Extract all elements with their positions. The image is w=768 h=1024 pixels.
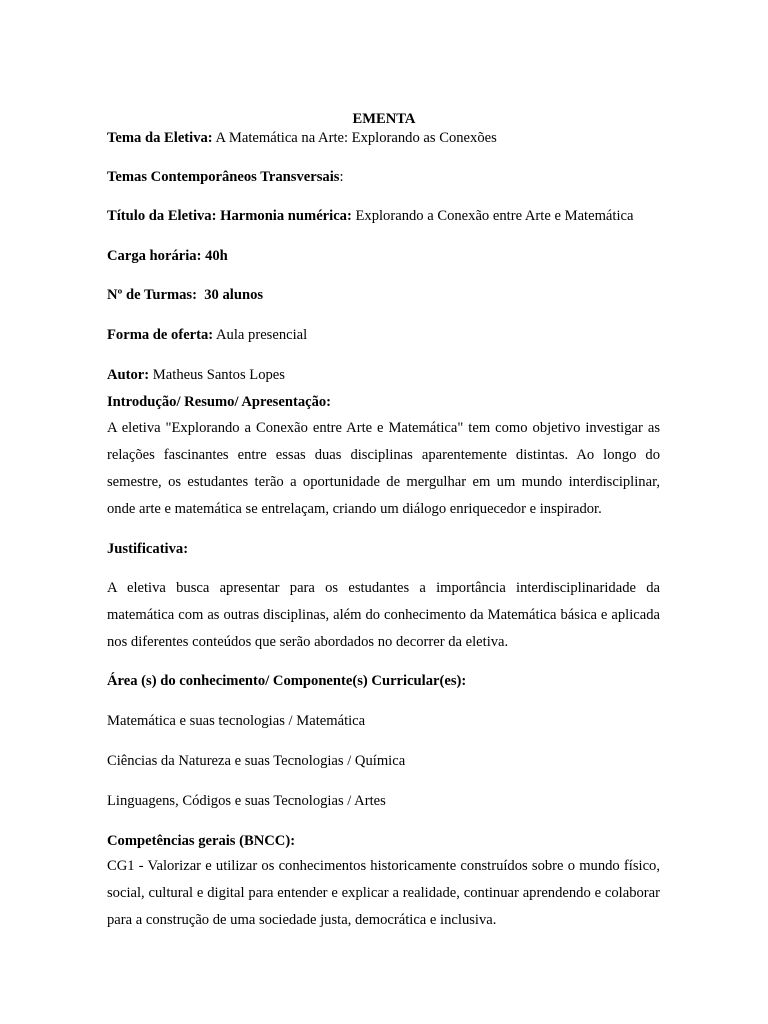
numero-turmas: Nº de Turmas: 30 alunos — [107, 287, 264, 303]
forma-oferta-label: Forma de oferta: — [107, 327, 214, 343]
area-heading: Área (s) do conhecimento/ Componente(s) Curricular(es): — [107, 673, 467, 689]
intro-paragraph: A eletiva "Explorando a Conexão entre Arte e Matemática" tem como objetivo investigar as relações fascinantes entre essas duas disciplinas aparentemente distintas. Ao longo do semestre, os estudantes terão a oportunidade de mergulhar em um mundo interdisciplinar, onde arte e matemática se entrelaçam, criando um diálogo enriquecedor e inspirador. — [107, 420, 660, 517]
cg1-paragraph: CG1 - Valorizar e utilizar os conhecimentos historicamente construídos sobre o mundo físico, social, cultural e digital para entender e explicar a realidade, continuar aprendendo e colaborar para a construção de uma sociedade justa, democrática e inclusiva. — [107, 858, 660, 928]
area-item: Ciências da Natureza e suas Tecnologias / Química — [107, 753, 406, 769]
forma-oferta-value: Aula presencial — [213, 327, 308, 343]
competencias-heading: Competências gerais (BNCC): — [107, 833, 296, 849]
forma-oferta-line — [107, 326, 307, 344]
titulo-line — [107, 207, 633, 225]
temas-transversais-line — [107, 168, 344, 186]
area-item: Linguagens, Códigos e suas Tecnologias / Artes — [107, 793, 386, 809]
tema-value: A Matemática na Arte: Explorando as Conexões — [212, 130, 497, 146]
intro-heading: Introdução/ Resumo/ Apresentação: — [107, 394, 332, 410]
tema-label: Tema da Eletiva: — [107, 130, 213, 146]
temas-transversais-colon: : — [339, 169, 344, 185]
document-title: EMENTA — [352, 111, 416, 127]
justificativa-paragraph: A eletiva busca apresentar para os estudantes a importância interdisciplinaridade da matemática com as outras disciplinas, além do conhecimento da Matemática básica e aplicada nos diferentes conteúdos que serão abordados no decorrer da eletiva. — [107, 580, 660, 650]
justificativa-heading: Justificativa: — [107, 541, 189, 557]
tema-line — [107, 129, 497, 147]
autor-line — [107, 366, 285, 384]
titulo-value: Explorando a Conexão entre Arte e Matemática — [351, 208, 634, 224]
autor-value: Matheus Santos Lopes — [149, 367, 285, 383]
carga-horaria: Carga horária: 40h — [107, 248, 228, 264]
titulo-label: Título da Eletiva: Harmonia numérica: — [107, 208, 352, 224]
area-item: Matemática e suas tecnologias / Matemática — [107, 713, 366, 729]
autor-label: Autor: — [107, 367, 150, 383]
temas-transversais-label: Temas Contemporâneos Transversais — [107, 169, 340, 185]
